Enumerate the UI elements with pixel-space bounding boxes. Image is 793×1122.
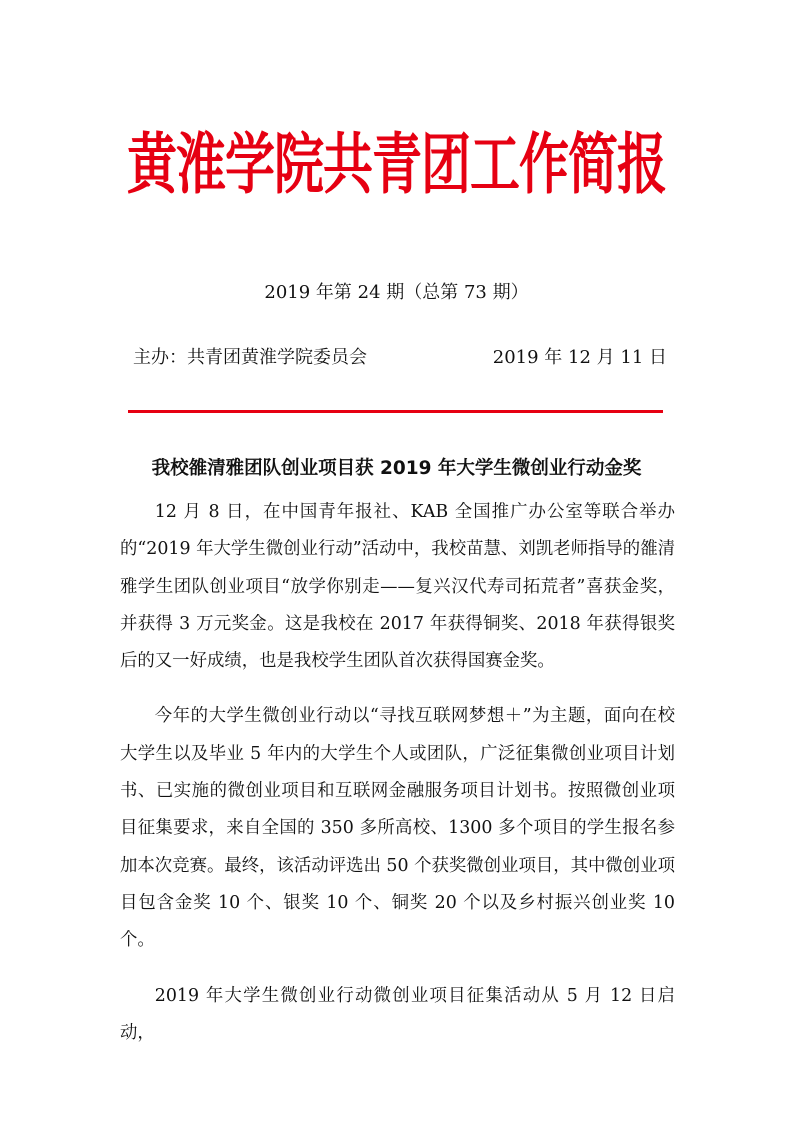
article-paragraph: 12 月 8 日，在中国青年报社、KAB 全国推广办公室等联合举办的“2019 年大学生微创业行动”活动中，我校苗慧、刘凯老师指导的雒清雅学生团队创业项目“放学你别走——复兴汉代寿司拓荒者”喜获金奖，并获得 3 万元奖金。这是我校在 2017 年获得铜奖、2018 年获得银奖后的又一好成绩，也是我校学生团队首次获得国赛金奖。: [120, 502, 675, 672]
issue-number: 2019 年第 24 期（总第 73 期）: [264, 282, 529, 303]
publish-date: 2019 年 12 月 11 日: [492, 347, 667, 368]
article-paragraph: 2019 年大学生微创业行动微创业项目征集活动从 5 月 12 日启动，: [120, 985, 675, 1043]
article-paragraph: 今年的大学生微创业行动以“寻找互联网梦想＋”为主题，面向在校大学生以及毕业 5 年内的大学生个人或团队，广泛征集微创业项目计划书、已实施的微创业项目和互联网金融服务项目计划书。按照微创业项目征集要求，来自全国的 350 多所高校、1300 多个项目的学生报名参加本次竞赛。最终，该活动评选出 50 个获奖微创业项目，其中微创业项目包含金奖 10 个、银奖 10 个、铜奖 20 个以及乡村振兴创业奖 10 个。: [120, 706, 675, 951]
article-headline: 我校雒清雅团队创业项目获 2019 年大学生微创业行动金奖: [151, 458, 642, 479]
sponsor-line: 主办：共青团黄淮学院委员会: [133, 347, 367, 368]
article-body: [120, 494, 675, 1070]
masthead-title: 黄淮学院共青团工作简报: [127, 125, 666, 204]
red-divider-rule: [128, 410, 663, 413]
